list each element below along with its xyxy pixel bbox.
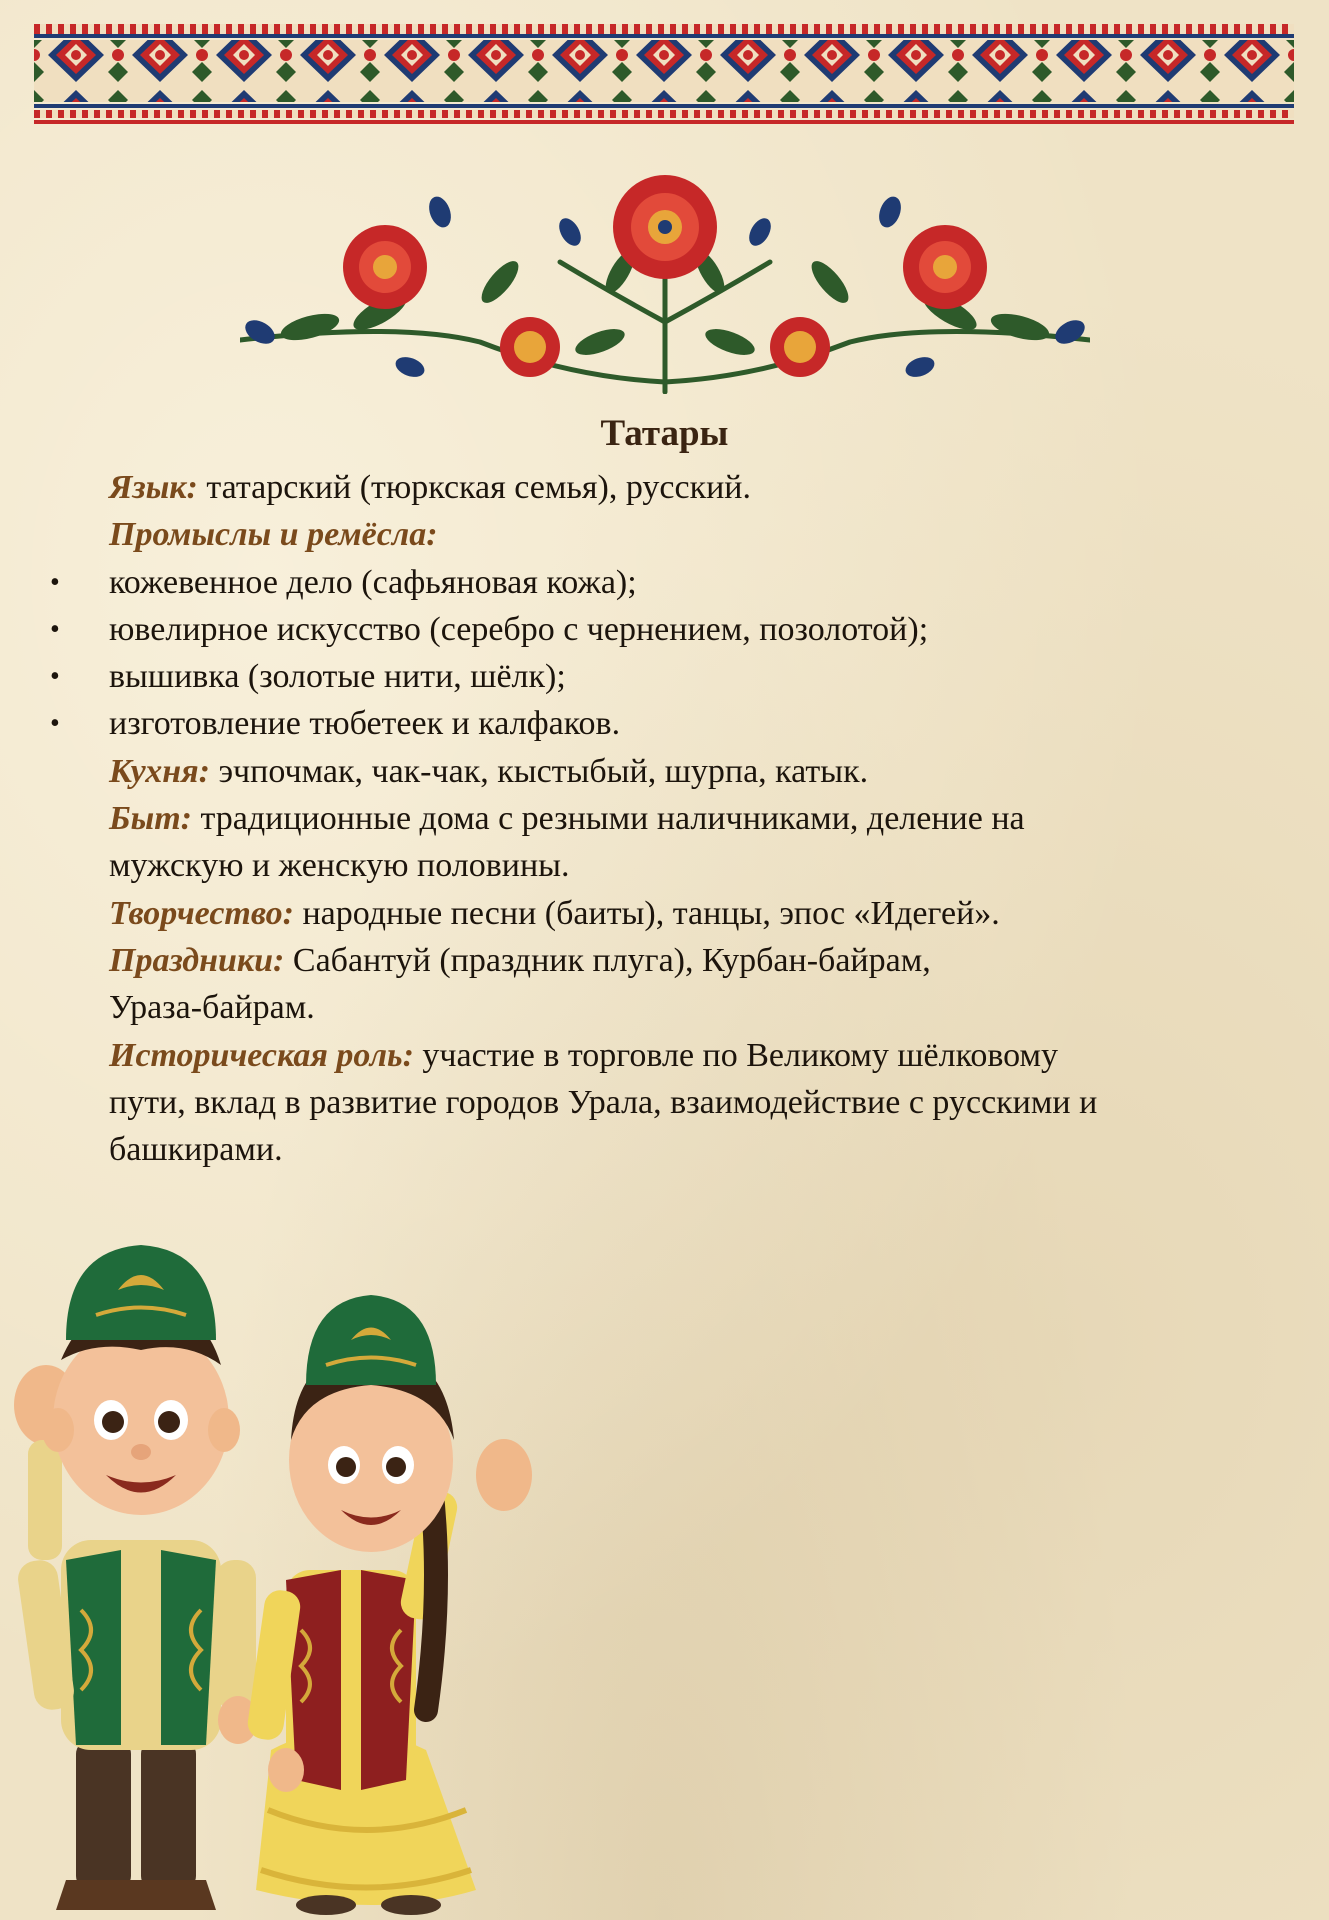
holidays-label: Праздники: <box>109 941 285 979</box>
bullet-icon: • <box>50 566 60 598</box>
girl-figure <box>246 1295 532 1915</box>
list-item: • изготовление тюбетеек и калфаков. <box>0 700 1329 747</box>
floral-ornament <box>240 172 1090 394</box>
content-text <box>0 464 1329 1173</box>
language-label: Язык: <box>109 469 198 506</box>
history-line: Историческая роль: участие в торговле по Великому шёлковому <box>109 1036 1059 1074</box>
language-line <box>0 464 1329 511</box>
list-item: • вышивка (золотые нити, шёлк); <box>0 653 1329 700</box>
life-line-cont: мужскую и женскую половины. <box>109 847 570 885</box>
life-line: Быт: традиционные дома с резными наличниками, деление на <box>109 800 1025 838</box>
art-line: Творчество: народные песни (баиты), танцы, эпос «Идегей». <box>109 894 1000 932</box>
bullet-icon: • <box>50 613 60 645</box>
crafts-heading <box>0 511 1329 558</box>
art-label: Творчество: <box>109 894 294 932</box>
list-item: • ювелирное искусство (серебро с чернением, позолотой); <box>0 606 1329 653</box>
history-label: Историческая роль: <box>109 1036 414 1074</box>
bullet-icon: • <box>50 661 60 693</box>
history-line-cont: пути, вклад в развитие городов Урала, взаимодействие с русскими и <box>109 1083 1098 1121</box>
holidays-line-cont: Ураза-байрам. <box>109 989 315 1027</box>
crafts-label: Промыслы и ремёсла: <box>109 516 438 554</box>
embroidered-border-ornament <box>34 24 1294 130</box>
language-text: татарский (тюркская семья), русский. <box>197 469 751 506</box>
list-item: • кожевенное дело (сафьяновая кожа); <box>0 559 1329 606</box>
history-line-cont: башкирами. <box>109 1131 283 1169</box>
cuisine-line: Кухня: эчпочмак, чак-чак, кыстыбый, шурпа, катык. <box>109 752 869 790</box>
cuisine-label: Кухня: <box>109 752 210 790</box>
life-label: Быт: <box>109 800 192 838</box>
bullet-icon: • <box>50 708 60 740</box>
children-illustration <box>6 1190 566 1920</box>
boy-figure <box>14 1245 258 1910</box>
page-title: Татары <box>600 413 729 454</box>
holidays-line: Праздники: Сабантуй (праздник плуга), Курбан-байрам, <box>109 941 931 979</box>
